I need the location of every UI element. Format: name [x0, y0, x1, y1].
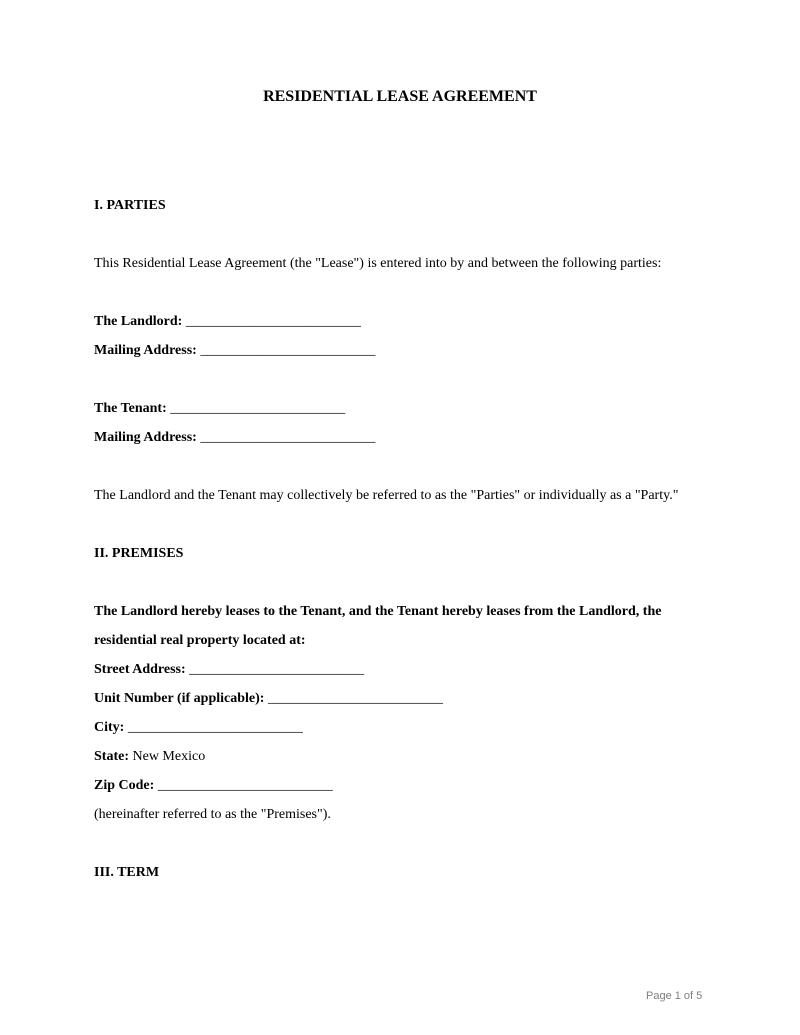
premises-referred: (hereinafter referred to as the "Premises"). [94, 807, 331, 822]
tenant-blank: _________________________ [170, 401, 346, 416]
zip-code-field [94, 778, 333, 794]
tenant-field [94, 401, 345, 417]
unit-number-field [94, 691, 443, 707]
zip-code-blank: _________________________ [157, 778, 333, 793]
street-address-label: Street Address: [94, 662, 186, 677]
parties-intro: This Residential Lease Agreement (the "Lease") is entered into by and between the following parties: [94, 256, 662, 271]
city-blank: _________________________ [127, 720, 303, 735]
landlord-field [94, 314, 361, 330]
state-label: State: [94, 749, 129, 764]
page-number-footer: Page 1 of 5 [646, 990, 703, 1002]
section-heading-term: III. TERM [94, 865, 160, 880]
street-address-field [94, 662, 364, 678]
landlord-blank: _________________________ [185, 314, 361, 329]
premises-lease-line-1: The Landlord hereby leases to the Tenant, and the Tenant hereby leases from the Landlord, the [94, 604, 662, 619]
street-address-blank: _________________________ [189, 662, 365, 677]
landlord-address-field [94, 343, 375, 359]
tenant-address-field [94, 430, 375, 446]
landlord-label: The Landlord: [94, 314, 183, 329]
tenant-address-label: Mailing Address: [94, 430, 197, 445]
city-label: City: [94, 720, 125, 735]
landlord-address-blank: _________________________ [200, 343, 376, 358]
state-field [94, 749, 205, 765]
parties-collective: The Landlord and the Tenant may collectively be referred to as the "Parties" or individually as a "Party." [94, 488, 679, 503]
unit-number-label: Unit Number (if applicable): [94, 691, 265, 706]
tenant-address-blank: _________________________ [200, 430, 376, 445]
city-field [94, 720, 303, 736]
tenant-label: The Tenant: [94, 401, 167, 416]
premises-lease-line-2: residential real property located at: [94, 633, 306, 648]
state-value: New Mexico [132, 749, 206, 764]
zip-code-label: Zip Code: [94, 778, 155, 793]
section-heading-premises: II. PREMISES [94, 546, 184, 561]
section-heading-parties: I. PARTIES [94, 198, 166, 213]
unit-number-blank: _________________________ [267, 691, 443, 706]
document-title: RESIDENTIAL LEASE AGREEMENT [263, 88, 537, 105]
landlord-address-label: Mailing Address: [94, 343, 197, 358]
